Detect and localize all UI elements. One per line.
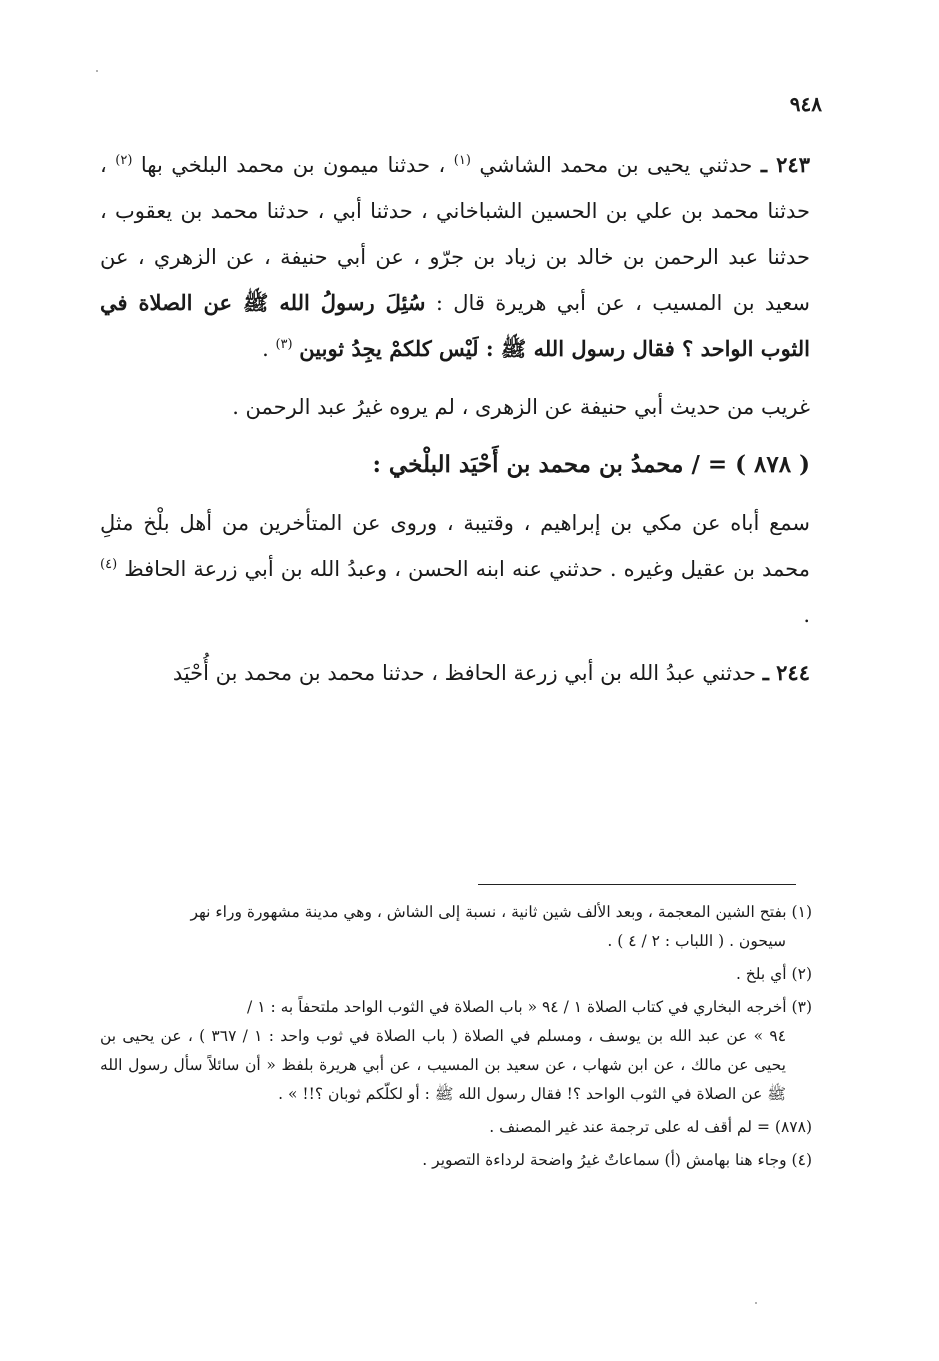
hadith-matn: سُئِلَ رسولُ الله ﷺ عن الصلاة في الثوب الواحد ؟ فقال رسول الله ﷺ : لَيْس كلكمْ يجِدُ ثوبين (100, 290, 810, 361)
footnote-ref: (٤) (100, 557, 118, 572)
hadith-text: حدثني عبدُ الله بن أبي زرعة الحافظ ، حدثنا محمد بن محمد بن أُحْيَد (172, 661, 756, 685)
footnote-text: أي بلخ . (735, 965, 787, 983)
page-number: ٩٤٨ (789, 92, 822, 116)
footnote-label: (٣) (791, 998, 812, 1016)
footnote-text: وجاء هنا بهامش (أ) سماعاتٌ غيرُ واضحة لرداءة التصوير . (422, 1151, 787, 1169)
footnote-item (100, 898, 812, 956)
biography-body: سمع أباه عن مكي بن إبراهيم ، وقتيبة ، وروى عن المتأخرين من أهل بلْخ مثلِ محمد بن عقيل وغيره . حدثني عنه ابنه الحسن ، وعبدُ الله بن أبي زرعة الحافظ (100, 511, 810, 581)
hadith-text: حدثني يحيى بن محمد الشاشي (479, 153, 753, 177)
footnote-text: أخرجه البخاري في كتاب الصلاة ١ / ٩٤ « باب الصلاة في الثوب الواحد ملتحفاً به : ١ / (247, 998, 787, 1016)
footnote-item (100, 993, 812, 1109)
footnote-label: (٨٧٨) (774, 1118, 812, 1136)
footnote-ref: (١) (453, 153, 471, 168)
hadith-text: ، حدثنا محمد بن علي بن الحسين الشباخاني ، حدثنا أبي ، حدثنا محمد بن يعقوب ، حدثنا عبد الرحمن بن خالد بن زياد بن جرّو ، عن أبي حنيفة ، عن الزهري ، عن سعيد بن المسيب ، عن أبي هريرة قال : (100, 153, 810, 315)
hadith-244 (100, 650, 810, 696)
footnote-separator (478, 884, 796, 885)
hadith-remark: غريب من حديث أبي حنيفة عن الزهرى ، لم يروه غيرُ عبد الرحمن . (232, 395, 810, 419)
footnote-text: بفتح الشين المعجمة ، وبعد الألف شين ثانية ، نسبة إلى الشاش ، وهي مدينة مشهورة وراء نهر (190, 903, 787, 921)
footnote-label: (٤) (791, 1151, 812, 1169)
footnotes (100, 898, 812, 1175)
hadith-243 (100, 142, 810, 372)
footnote-label: (١) (791, 903, 812, 921)
period: . (262, 337, 269, 361)
footnote-ref: (٣) (275, 337, 293, 352)
main-text (100, 142, 810, 696)
scan-speck (96, 70, 98, 72)
hadith-number: ٢٤٤ ـ (762, 660, 810, 685)
footnote-label: (٢) (791, 965, 812, 983)
footnote-continuation: ٩٤ » عن عبد الله بن يوسف ، ومسلم في الصلاة ( باب الصلاة في ثوب واحد : ١ / ٣٦٧ ) ، عن يحيى بن يحيى عن مالك ، عن ابن شهاب ، عن سعيد بن المسيب ، عن أبي هريرة بلفظ « أن سائلاً سأل رسول الله ﷺ عن الصلاة في الثوب الواحد ؟! فقال رسول الله ﷺ : أو لكلّكم ثوبان ؟!! » . (100, 1027, 787, 1103)
footnote-text: = لم أقف له على ترجمة عند غير المصنف . (489, 1118, 770, 1136)
period: . (803, 603, 810, 627)
scan-speck (755, 1302, 757, 1304)
footnote-item (100, 1113, 812, 1142)
footnote-ref: (٢) (115, 153, 133, 168)
footnote-item (100, 960, 812, 989)
footnote-continuation: سيحون . ( اللباب : ٢ / ٤ ) . (607, 932, 786, 950)
biography-heading: ( ٨٧٨ ) = / محمدُ بن محمد بن أَحْيَد البلْخي : (372, 451, 810, 478)
footnote-item (100, 1146, 812, 1175)
hadith-number: ٢٤٣ ـ (760, 152, 810, 177)
hadith-text: ، حدثنا ميمون بن محمد البلخي بها (140, 153, 446, 177)
biography-text (100, 500, 810, 638)
